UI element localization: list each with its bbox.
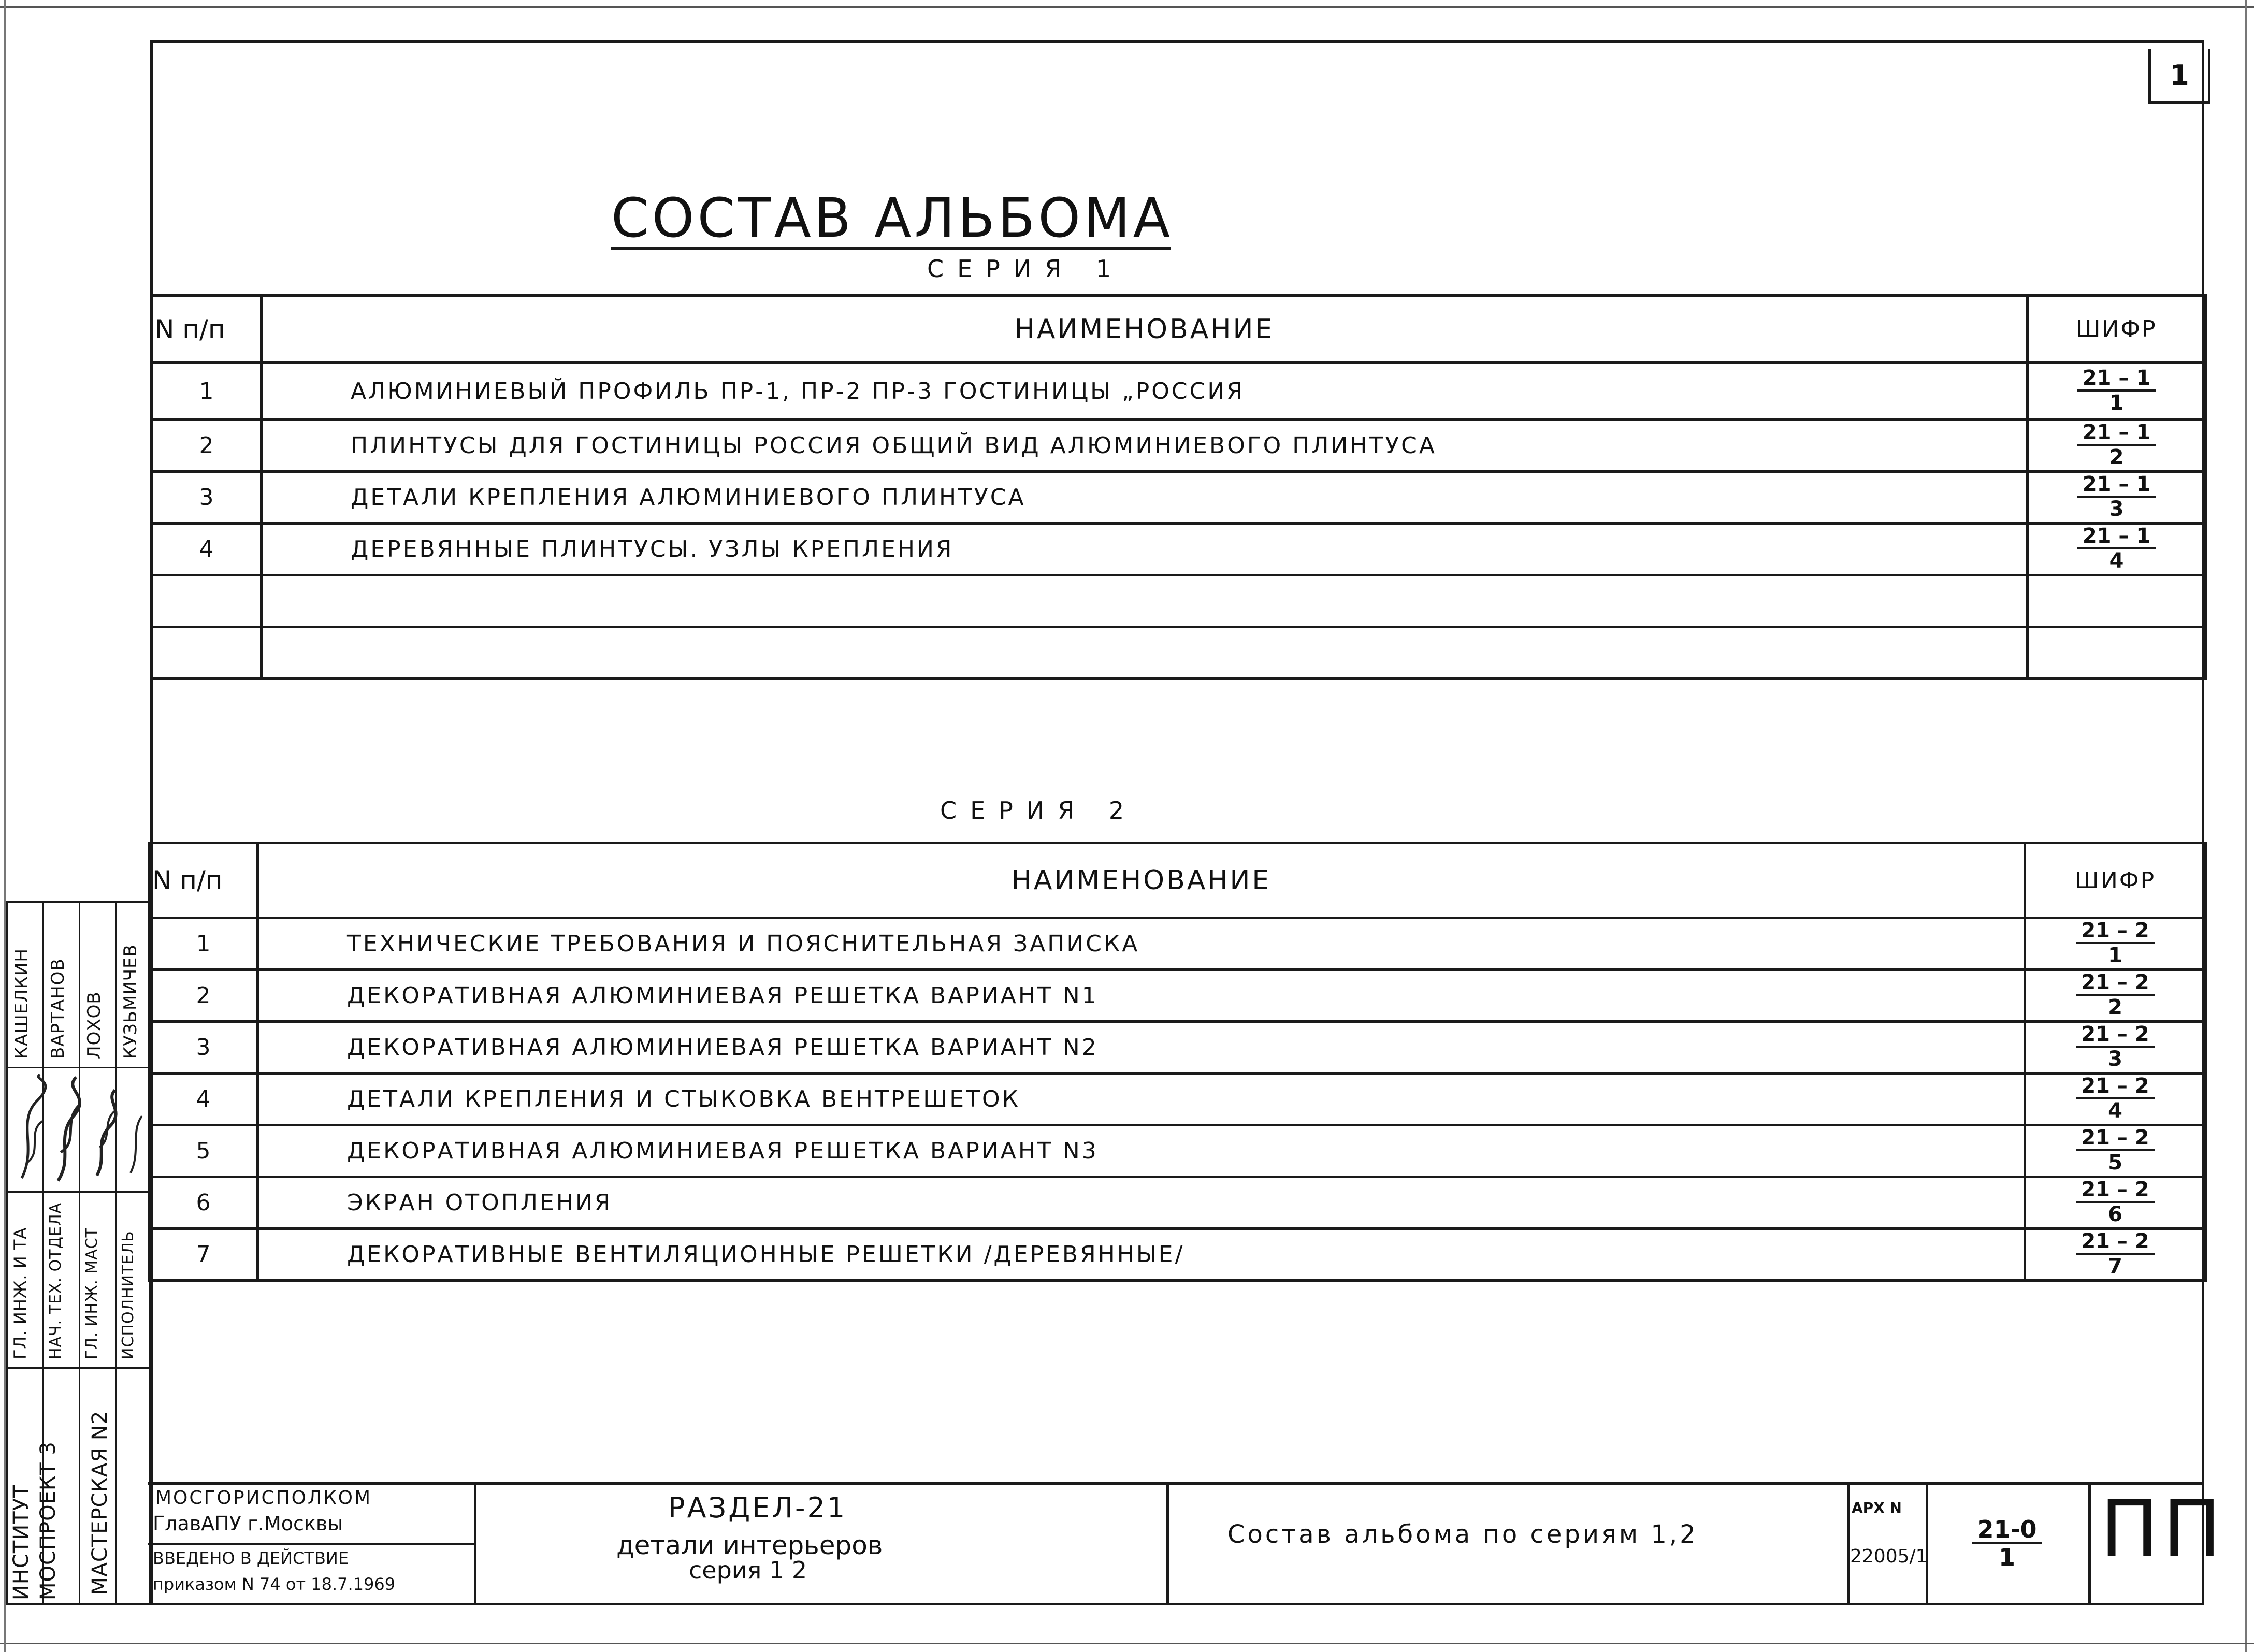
code-bottom: 4 bbox=[2108, 1098, 2122, 1123]
code-top: 21 – 1 bbox=[2077, 368, 2156, 392]
row-num: 5 bbox=[149, 1125, 258, 1177]
row-code bbox=[2028, 524, 2206, 575]
row-name: ДЕКОРАТИВНАЯ АЛЮМИНИЕВАЯ РЕШЕТКА ВАРИАНТ N1 bbox=[258, 970, 2025, 1022]
side-name: КАШЕЛКИН bbox=[11, 948, 32, 1059]
drawing-frame bbox=[150, 40, 2204, 1605]
side-row-line bbox=[6, 1191, 151, 1193]
stamp-order-line2: приказом N 74 от 18.7.1969 bbox=[153, 1574, 396, 1594]
code-bottom: 1 bbox=[2108, 943, 2122, 967]
table-header-row bbox=[152, 296, 2206, 363]
code-bottom: 2 bbox=[2108, 995, 2122, 1019]
code-top: 21 – 2 bbox=[2076, 1179, 2154, 1203]
row-name: ДЕКОРАТИВНЫЕ ВЕНТИЛЯЦИОННЫЕ РЕШЕТКИ /ДЕРЕВЯННЫЕ/ bbox=[258, 1229, 2025, 1281]
code-top: 21 – 2 bbox=[2076, 1024, 2154, 1048]
side-role: ГЛ. ИНЖ. МАСТ bbox=[83, 1227, 101, 1359]
side-role: ИСПОЛНИТЕЛЬ bbox=[119, 1230, 137, 1359]
row-num: 2 bbox=[152, 420, 262, 472]
stamp-doc-title: Состав альбома по сериям 1,2 bbox=[1227, 1520, 1698, 1549]
row-name: АЛЮМИНИЕВЫЙ ПРОФИЛЬ ПР-1, ПР-2 ПР-3 ГОСТИНИЦЫ „РОССИЯ bbox=[262, 363, 2028, 420]
row-name: ДЕКОРАТИВНАЯ АЛЮМИНИЕВАЯ РЕШЕТКА ВАРИАНТ N2 bbox=[258, 1022, 2025, 1074]
side-name: КУЗЬМИЧЕВ bbox=[120, 944, 141, 1059]
row-num: 2 bbox=[149, 970, 258, 1022]
row-code bbox=[2025, 1022, 2206, 1074]
row-name: ПЛИНТУСЫ ДЛЯ ГОСТИНИЦЫ РОССИЯ ОБЩИЙ ВИД АЛЮМИНИЕВОГО ПЛИНТУСА bbox=[262, 420, 2028, 472]
code-bottom: 2 bbox=[2109, 445, 2124, 469]
side-row-line bbox=[6, 1367, 151, 1369]
code-top: 21 – 1 bbox=[2077, 526, 2156, 549]
side-col-line bbox=[115, 901, 117, 1605]
row-code bbox=[2028, 472, 2206, 524]
sheet-code-bottom: 1 bbox=[1998, 1543, 2015, 1571]
row-num: 1 bbox=[149, 918, 258, 970]
table-header-row bbox=[149, 843, 2206, 918]
code-top: 21 – 1 bbox=[2077, 422, 2156, 446]
stamp-org-divider bbox=[148, 1543, 474, 1545]
trim-line-top bbox=[0, 6, 2254, 8]
row-code bbox=[2025, 1125, 2206, 1177]
series-1-table bbox=[150, 294, 2207, 680]
code-top: 21 – 2 bbox=[2076, 1127, 2154, 1151]
row-code bbox=[2025, 1074, 2206, 1125]
row-name: ДЕТАЛИ КРЕПЛЕНИЯ АЛЮМИНИЕВОГО ПЛИНТУСА bbox=[262, 472, 2028, 524]
row-name: ДЕТАЛИ КРЕПЛЕНИЯ И СТЫКОВКА ВЕНТРЕШЕТОК bbox=[258, 1074, 2025, 1125]
table-row-empty bbox=[152, 627, 2206, 679]
code-bottom: 5 bbox=[2108, 1150, 2122, 1175]
workshop-label: МАСТЕРСКАЯ N2 bbox=[88, 1410, 112, 1595]
table-row bbox=[149, 1229, 2206, 1281]
code-top: 21 – 2 bbox=[2076, 1231, 2154, 1255]
code-bottom: 4 bbox=[2109, 548, 2124, 573]
header-name: НАИМЕНОВАНИЕ bbox=[262, 296, 2028, 363]
side-role: НАЧ. ТЕХ. ОТДЕЛА bbox=[47, 1202, 65, 1359]
header-code: ШИФР bbox=[2025, 843, 2206, 918]
code-bottom: 3 bbox=[2109, 497, 2124, 521]
row-num: 1 bbox=[152, 363, 262, 420]
table-row bbox=[152, 420, 2206, 472]
row-name: ДЕКОРАТИВНАЯ АЛЮМИНИЕВАЯ РЕШЕТКА ВАРИАНТ N3 bbox=[258, 1125, 2025, 1177]
table-row-empty bbox=[152, 575, 2206, 627]
row-name: ТЕХНИЧЕСКИЕ ТРЕБОВАНИЯ И ПОЯСНИТЕЛЬНАЯ ЗАПИСКА bbox=[258, 918, 2025, 970]
code-top: 21 – 2 bbox=[2076, 972, 2154, 996]
side-col-line bbox=[79, 901, 80, 1605]
institute-name: МОСПРОЕКТ 3 bbox=[36, 1441, 60, 1600]
code-bottom: 6 bbox=[2108, 1202, 2122, 1226]
row-num: 4 bbox=[149, 1074, 258, 1125]
code-bottom: 7 bbox=[2108, 1254, 2122, 1278]
row-num: 7 bbox=[149, 1229, 258, 1281]
stamp-divider bbox=[1847, 1482, 1850, 1605]
stamp-section-sub1: детали интерьеров bbox=[616, 1530, 883, 1560]
table-row bbox=[149, 918, 2206, 970]
stamp-divider bbox=[1166, 1482, 1169, 1605]
row-name: ЭКРАН ОТОПЛЕНИЯ bbox=[258, 1177, 2025, 1229]
stamp-mark: ПП bbox=[2100, 1484, 2226, 1574]
institute-label: ИНСТИТУТ bbox=[9, 1484, 33, 1600]
row-num: 6 bbox=[149, 1177, 258, 1229]
row-code bbox=[2025, 1177, 2206, 1229]
stamp-divider bbox=[474, 1482, 476, 1605]
side-signatures bbox=[6, 1069, 151, 1189]
row-code bbox=[2028, 363, 2206, 420]
side-name: ВАРТАНОВ bbox=[48, 958, 68, 1059]
stamp-org-line2: ГлавАПУ г.Москвы bbox=[153, 1512, 343, 1535]
table-row bbox=[152, 472, 2206, 524]
trim-line-bottom bbox=[0, 1643, 2254, 1644]
code-bottom: 1 bbox=[2109, 390, 2124, 415]
row-code bbox=[2025, 1229, 2206, 1281]
stamp-section-title: РАЗДЕЛ-21 bbox=[668, 1491, 847, 1524]
side-name: ЛОХОВ bbox=[84, 991, 105, 1059]
stamp-section-sub2: серия 1 2 bbox=[689, 1556, 807, 1584]
code-top: 21 – 2 bbox=[2076, 920, 2154, 944]
table-row bbox=[152, 524, 2206, 575]
trim-line-left bbox=[4, 0, 6, 1652]
page-number: 1 bbox=[2148, 49, 2210, 104]
row-code bbox=[2025, 918, 2206, 970]
trim-line-right bbox=[2245, 0, 2247, 1652]
table-row bbox=[149, 970, 2206, 1022]
header-num: N п/п bbox=[152, 296, 262, 363]
stamp-arch-label: АРХ N bbox=[1852, 1499, 1902, 1516]
row-num: 3 bbox=[152, 472, 262, 524]
table-row bbox=[149, 1125, 2206, 1177]
row-code bbox=[2025, 970, 2206, 1022]
code-top: 21 – 2 bbox=[2076, 1076, 2154, 1099]
stamp-org-line1: МОСГОРИСПОЛКОМ bbox=[155, 1487, 372, 1509]
stamp-order-line1: ВВЕДЕНО В ДЕЙСТВИЕ bbox=[153, 1548, 349, 1568]
side-role: ГЛ. ИНЖ. И ТА bbox=[10, 1227, 30, 1359]
header-name: НАИМЕНОВАНИЕ bbox=[258, 843, 2025, 918]
stamp-sheet-code bbox=[1937, 1517, 2077, 1569]
title-underline bbox=[611, 247, 1171, 250]
series-2-label: СЕРИЯ 2 bbox=[940, 796, 1138, 824]
table-row bbox=[149, 1177, 2206, 1229]
row-num: 4 bbox=[152, 524, 262, 575]
row-code bbox=[2028, 420, 2206, 472]
table-row bbox=[152, 363, 2206, 420]
table-row bbox=[149, 1074, 2206, 1125]
header-code: ШИФР bbox=[2028, 296, 2206, 363]
stamp-divider bbox=[1926, 1482, 1928, 1605]
side-row-line bbox=[6, 1067, 151, 1068]
code-bottom: 3 bbox=[2108, 1047, 2122, 1071]
table-row bbox=[149, 1022, 2206, 1074]
sheet-code-top: 21-0 bbox=[1972, 1517, 2042, 1544]
stamp-arch-number: 22005/1 bbox=[1850, 1546, 1928, 1567]
row-num: 3 bbox=[149, 1022, 258, 1074]
series-2-table bbox=[148, 842, 2207, 1282]
header-num: N п/п bbox=[149, 843, 258, 918]
series-1-label: СЕРИЯ 1 bbox=[927, 255, 1125, 283]
page-title: СОСТАВ АЛЬБОМА bbox=[611, 186, 1173, 250]
stamp-top-line bbox=[148, 1482, 2204, 1485]
row-name: ДЕРЕВЯННЫЕ ПЛИНТУСЫ. УЗЛЫ КРЕПЛЕНИЯ bbox=[262, 524, 2028, 575]
code-top: 21 – 1 bbox=[2077, 474, 2156, 498]
stamp-divider bbox=[2088, 1482, 2091, 1605]
